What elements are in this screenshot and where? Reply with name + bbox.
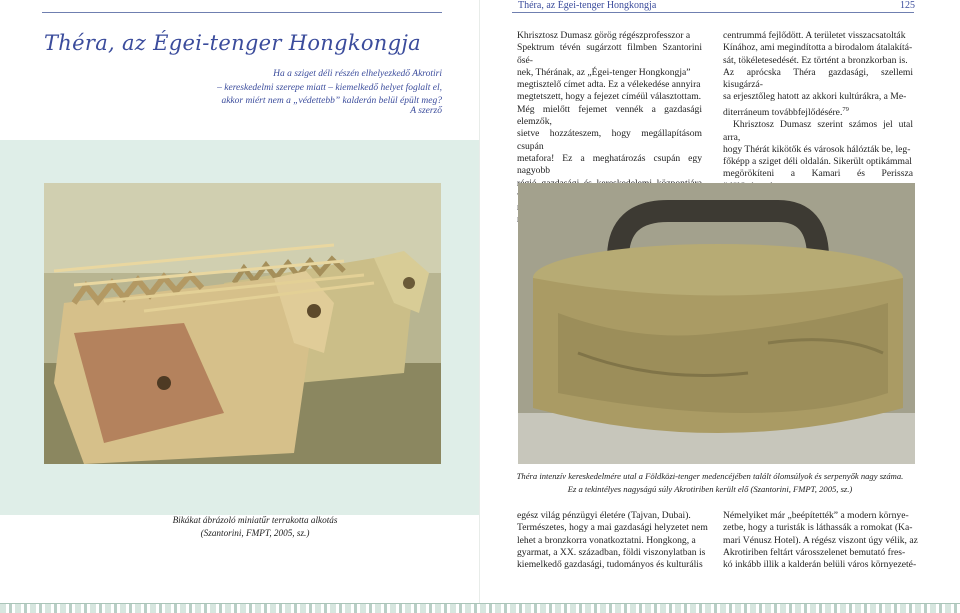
text-line: sietve hozzáteszem, hogy megállapításom csupán — [517, 128, 702, 152]
text-line: gyarmat, a XX. században, földi viszonylatban is — [517, 546, 706, 558]
text-line: lehet a bronzkorra vonatkoztatni. Hongkong, a — [517, 534, 696, 546]
epigraph-author: A szerző — [410, 106, 442, 116]
caption-line: Ez a tekintélyes nagyságú súly Akrotiriben került elő (Szantorini, FMPT, 2005, sz.) — [567, 483, 853, 494]
text-line: hogy Thérát kikötők és városok hálózták be, leg- — [723, 143, 911, 155]
text-line: zetbe, hogy a turisták is láthassák a romokat (Ka- — [723, 522, 913, 534]
top-rule — [42, 12, 442, 13]
right-photo-caption — [490, 470, 930, 495]
epigraph — [210, 68, 442, 109]
text-fragment: diterráneum továbbfejlődésére. — [723, 106, 843, 118]
bronze-weight-photo — [518, 183, 915, 464]
text-line: megörökíteni a Kamari és Perissza — [723, 168, 913, 180]
text-line: Spektrum tévén sugárzott filmben Szantorini ősé- — [517, 42, 702, 66]
top-rule — [512, 12, 914, 13]
text-line: főképp a sziget déli oldalán. Sikerült optikámmal — [723, 156, 912, 168]
decorative-border-strip — [0, 603, 960, 613]
text-line: mari Vénusz Hotel). A régész viszont úgy vélik, az — [723, 534, 918, 546]
text-line: metafora! Ez a meghatározás csupán egy nagyobb — [517, 152, 702, 177]
text-line: Akrotiriben feltárt városszelenet bemutató fres- — [723, 546, 906, 558]
epigraph-line: Ha a sziget déli részén elhelyezkedő Akrotiri — [273, 69, 442, 79]
epigraph-line: – kereskedelmi szerepe miatt – kiemelkedő helyet foglalt el, — [217, 82, 442, 93]
text-line: Kínához, ami megindította a birodalom átalakítá- — [723, 42, 913, 54]
text-line: megtisztelő címet adta. Ez a vélekedése annyira — [517, 79, 701, 91]
chapter-title: Théra, az Égei-tenger Hongkongja — [44, 31, 422, 55]
text-line: Khrisztosz Dumasz görög régészprofesszor a — [517, 30, 691, 41]
text-column-bottom-left — [517, 510, 712, 571]
left-photo-caption — [140, 514, 370, 539]
running-head: Théra, az Égei-tenger Hongkongja — [518, 0, 657, 11]
text-line: megtetszett, hogy a fejezet címéül választottam. — [517, 91, 702, 103]
text-line: nek, Thérának, az „Égei-tenger Hongkongja” — [517, 66, 691, 78]
caption-line: (Szantorini, FMPT, 2005, sz.) — [200, 527, 310, 538]
text-line: sa erjesztőleg hatott az akkori kultúrákra, a Me- — [723, 91, 907, 103]
stone-weight-illustration — [518, 183, 915, 464]
terracotta-bulls-photo — [44, 183, 441, 464]
text-line: sát, tökéletesedését. Ez történt a bronzkorban is. — [723, 54, 908, 66]
text-line: egész világ pénzügyi életére (Tajvan, Dubai). — [517, 510, 691, 521]
text-line: Az aprócska Théra gazdasági, szellemi kisugárzá- — [723, 66, 913, 91]
text-column-top-right — [723, 30, 913, 205]
text-line: kó inkább illik a kalderán belüli város környezeté- — [723, 559, 917, 571]
text-line: centrummá fejlődött. A területet visszacsatolták — [723, 30, 906, 41]
text-line: kiemelkedő gazdasági, tudományos és kulturális — [517, 559, 703, 571]
page-number: 125 — [900, 0, 915, 11]
text-line — [723, 104, 913, 119]
footnote-marker: 79 — [842, 105, 849, 113]
text-column-bottom-right — [723, 510, 918, 571]
text-line: Khrisztosz Dumasz szerint számos jel utal arra, — [723, 119, 913, 143]
text-line: Természetes, hogy a mai gazdasági helyzetet nem — [517, 522, 708, 534]
caption-line: Bikákat ábrázoló miniatűr terrakotta alkotás — [172, 515, 338, 525]
text-line: Némelyiket már „beépítették” a modern környe- — [723, 510, 909, 521]
epigraph-line: akkor miért nem a „védettebb” kalderán belül épült meg? — [221, 96, 442, 106]
text-line: Még mielőtt fejemet vennék a gazdasági elemzők, — [517, 103, 702, 128]
terracotta-bulls-illustration — [44, 183, 441, 464]
caption-line: Théra intenzív kereskedelmére utal a Földközi-tenger medencéjében talált ólomsúlyok és serpenyők nagy száma. — [516, 471, 904, 481]
